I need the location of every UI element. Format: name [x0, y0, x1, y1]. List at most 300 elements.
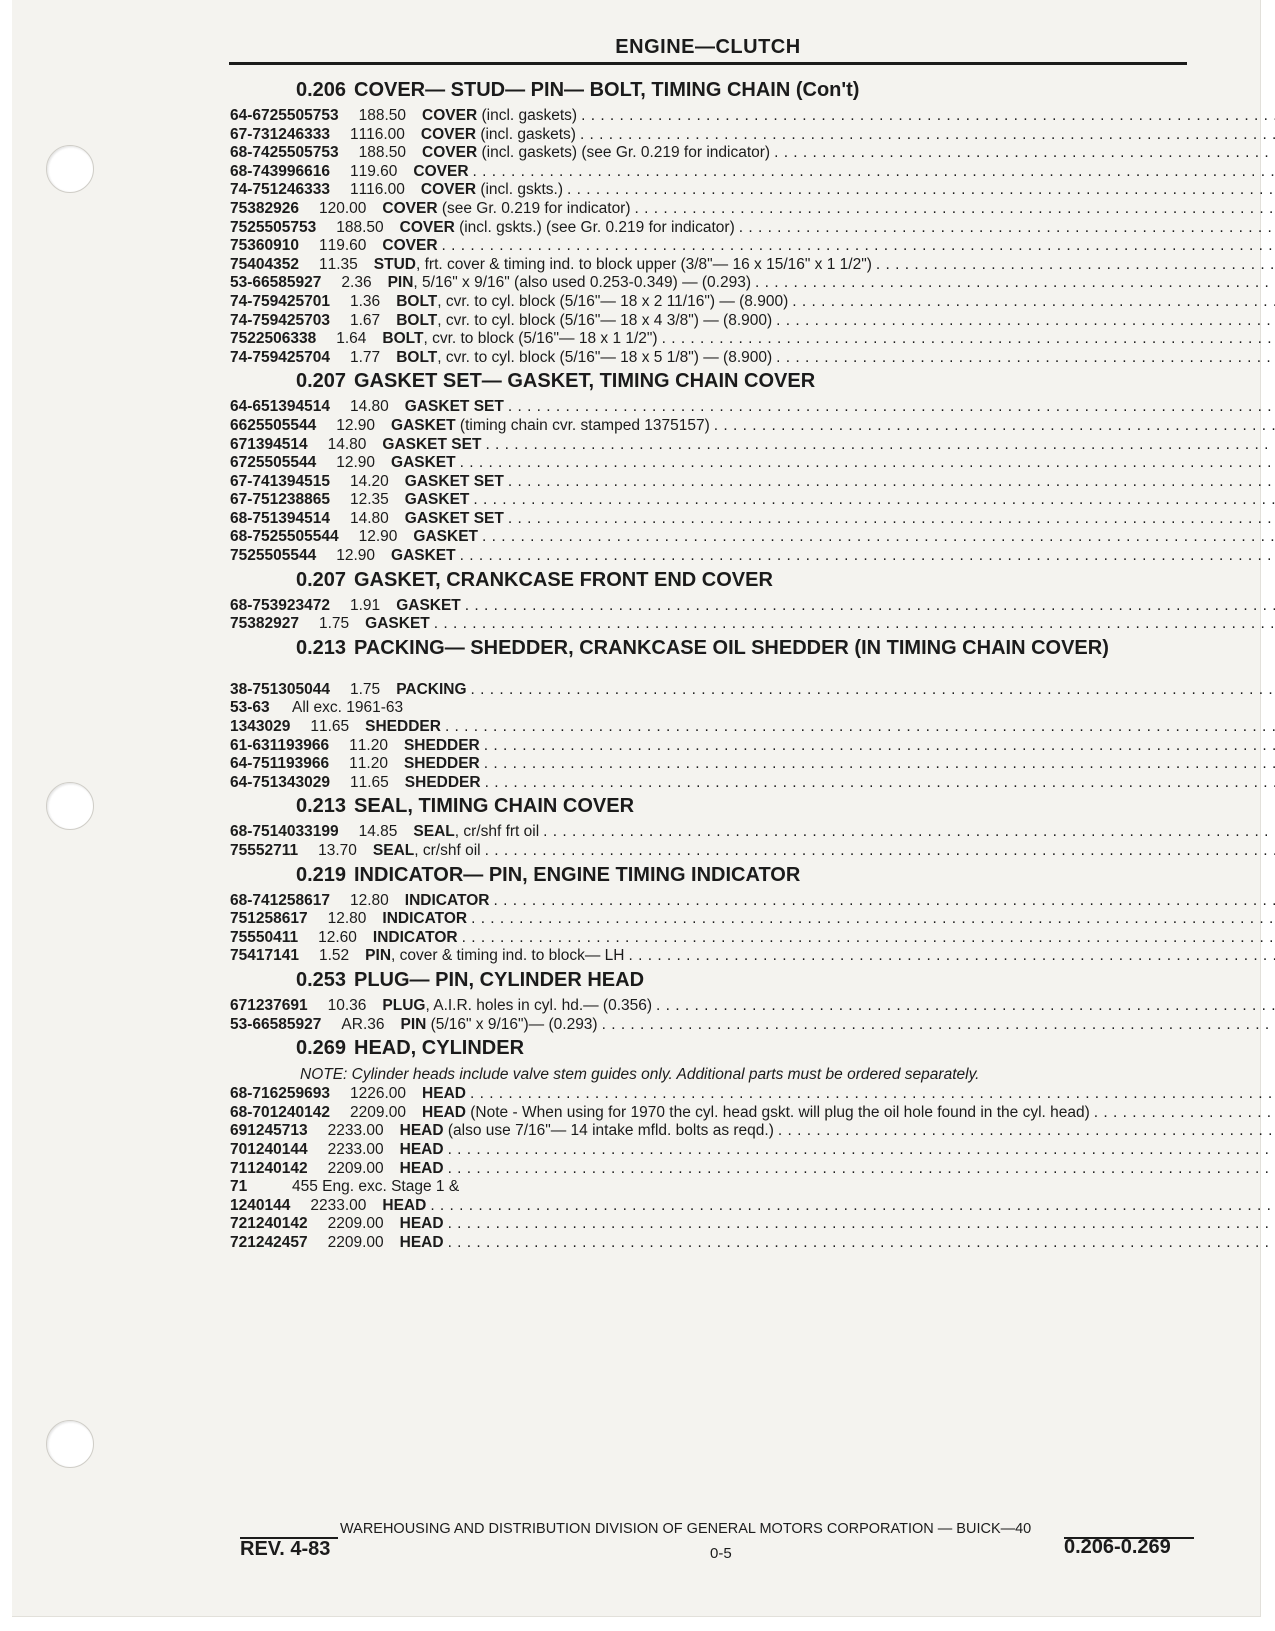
model-years: 68-75: [230, 528, 270, 546]
section-title: GASKET, CRANKCASE FRONT END COVER: [354, 568, 773, 591]
description: [349, 615, 1275, 634]
part-number: 14033199: [269, 823, 339, 841]
description-text: [422, 1085, 466, 1104]
list-price: 209.00: [336, 1159, 384, 1177]
description: [349, 718, 1275, 737]
part-name: GASKET: [396, 596, 461, 614]
parts-listing: [230, 76, 1192, 1253]
dot-leader: [485, 774, 1275, 793]
part-detail: , cvr. to cyl. block (5/16"— 18 x 2 11/16") — (8.900): [437, 292, 789, 310]
description: [357, 929, 1275, 948]
part-detail: (also use 7/16"— 14 intake mfld. bolts as reqd.): [443, 1122, 774, 1140]
model-years: 69: [230, 1122, 248, 1140]
list-price: 2.80: [336, 910, 367, 928]
list-price: 226.00: [358, 1085, 407, 1103]
part-row: [230, 1085, 1192, 1104]
description-line: [422, 144, 1275, 163]
quantity: 1: [358, 144, 368, 162]
quantity: 2: [327, 1233, 337, 1251]
part-name: HEAD: [399, 1122, 444, 1140]
list-price: 209.00: [336, 1215, 384, 1233]
description-line: [396, 293, 1275, 312]
part-number: [554, 1178, 674, 1197]
part-number: 25505753: [269, 144, 339, 162]
description-line: [382, 436, 1275, 455]
part-name: COVER: [422, 107, 478, 124]
section-title: PLUG— PIN, CYLINDER HEAD: [354, 968, 645, 991]
description-text: [421, 181, 563, 200]
part-row: [230, 293, 1192, 312]
part-row: [230, 144, 1192, 163]
part-number: 9425704: [269, 348, 330, 366]
quantity: 1: [349, 755, 358, 773]
quantity: 1: [350, 181, 359, 199]
part-detail: (Note - When using for 1970 the cyl. head gskt. will plug the oil hole found in the cyl. head): [465, 1103, 1090, 1121]
part-number: 552711: [247, 842, 299, 859]
part-number: 585927: [269, 274, 322, 292]
description-line: [400, 1122, 1275, 1141]
part-number: 25505753: [269, 107, 339, 124]
revision-date: REV. 4-83: [240, 1538, 331, 1560]
part-number: 1245713: [247, 1122, 308, 1140]
application-text: 455 Eng. exc. Stage 1 &: [292, 1178, 460, 1196]
part-row: [230, 997, 1192, 1016]
description-text: [382, 237, 437, 256]
model-years: 74-75: [230, 181, 270, 199]
part-row: [230, 398, 1192, 417]
part-name: GASKET SET: [404, 472, 504, 490]
description: [405, 126, 1275, 145]
description-text: [365, 947, 624, 966]
part-number: 1394514: [269, 398, 330, 416]
part-name: INDICATOR: [382, 910, 468, 928]
dot-leader: [778, 1122, 1275, 1141]
model-years: 75: [230, 842, 248, 859]
quantity: 1: [358, 528, 368, 546]
list-price: 1.65: [358, 773, 389, 791]
list-price: 4.85: [367, 823, 398, 841]
quantity: 1: [318, 928, 327, 946]
list-price: .67: [358, 311, 381, 329]
part-row: [230, 718, 1192, 737]
model-years: 68-74: [230, 162, 270, 180]
description: [384, 1160, 1275, 1179]
part-detail: , frt. cover & timing ind. to block upper (3/8"— 16 x 15/16" x 1 1/2"): [415, 255, 872, 273]
part-name: GASKET: [391, 416, 456, 434]
description-line: [413, 823, 1275, 842]
quantity: 2: [327, 1159, 337, 1177]
list-price: .77: [358, 348, 381, 366]
part-name: HEAD: [382, 1196, 427, 1214]
part-row: [230, 330, 1192, 349]
part-number: 25505753: [247, 218, 317, 236]
part-number: [554, 699, 674, 718]
quantity: 1: [336, 416, 345, 434]
description: [366, 910, 1275, 929]
part-name: COVER: [413, 162, 469, 180]
list-price: [720, 699, 808, 718]
dot-leader: [485, 436, 1275, 455]
part-row: [230, 774, 1192, 793]
description: [375, 547, 1275, 566]
description-line: [422, 1104, 1275, 1123]
description: [380, 597, 1275, 616]
list-price: 1.20: [357, 755, 388, 773]
part-name: COVER: [420, 125, 477, 143]
part-name: HEAD: [399, 1159, 444, 1177]
description-line: [400, 1141, 1275, 1160]
description-line: [421, 126, 1275, 145]
description-text: [405, 491, 470, 510]
list-price: 88.50: [367, 107, 407, 124]
model-years: 67: [230, 454, 248, 472]
dot-leader: [755, 274, 1275, 293]
section-number: 0.213: [296, 795, 347, 818]
description-text: [396, 597, 461, 616]
section-header: [230, 569, 1192, 597]
quantity: 1: [350, 311, 359, 329]
description-line: [404, 737, 1275, 756]
section-header: [230, 637, 1192, 681]
dot-leader: [448, 1141, 1275, 1160]
list-price: .52: [327, 947, 350, 965]
part-detail: , 5/16" x 9/16" (also used 0.253-0.349) — (0.293): [413, 274, 751, 292]
list-price: 4.80: [336, 435, 367, 453]
description: [380, 349, 1275, 368]
section-header: [230, 795, 1192, 823]
description: [366, 997, 1275, 1016]
list-price: 233.00: [318, 1196, 367, 1214]
description: [808, 699, 1192, 718]
section-header: [230, 79, 1192, 107]
dot-leader: [662, 330, 1275, 349]
model-years: 38-75: [230, 680, 270, 698]
part-row: [230, 1178, 1192, 1197]
part-row: [230, 312, 1192, 331]
part-name: GASKET: [391, 547, 456, 565]
part-detail: (incl. gaskets): [476, 125, 576, 143]
part-number: 1193966: [269, 755, 330, 773]
list-price: .75: [358, 680, 381, 698]
list-price: 2.90: [344, 416, 376, 434]
dot-leader: [656, 997, 1275, 1016]
description-text: [405, 774, 481, 793]
model-years: 67-73: [230, 125, 270, 143]
description-line: [422, 107, 1275, 126]
description-line: [391, 547, 1275, 566]
dot-leader: [465, 597, 1275, 616]
quantity: 1: [318, 947, 328, 965]
description-text: [413, 163, 468, 182]
description-line: [405, 892, 1275, 911]
section-number: 0.206: [296, 79, 347, 101]
model-years: 61-63: [230, 736, 270, 754]
list-price: [720, 1178, 808, 1197]
group-range: 0.206-0.269: [1064, 1536, 1171, 1558]
section-note: NOTE: Cylinder heads include valve stem guides only. Additional parts must be ordered separately.: [300, 1066, 980, 1084]
description: [389, 491, 1275, 510]
list-price: 88.50: [367, 144, 407, 162]
part-number: 1240142: [269, 1103, 330, 1121]
part-name: SHEDDER: [403, 755, 480, 773]
part-number: 25505544: [247, 547, 317, 565]
part-row: [230, 274, 1192, 293]
model-years: 68-71: [230, 1085, 270, 1103]
quantity: 1: [350, 891, 359, 909]
description-line: [405, 491, 1275, 510]
part-row: [230, 681, 1192, 700]
description-text: [382, 200, 630, 219]
model-years: 64-75: [230, 755, 270, 773]
model-years: 64-75: [230, 773, 270, 791]
part-row: [230, 491, 1192, 510]
description-text: [405, 892, 490, 911]
part-number: 382927: [247, 615, 299, 633]
description: [380, 312, 1275, 331]
dot-leader: [508, 473, 1275, 492]
list-price: .36: [350, 274, 372, 292]
description: [366, 237, 1275, 256]
description-text: [405, 510, 504, 529]
part-row: [230, 107, 1192, 126]
description-line: [382, 1197, 1275, 1216]
dot-leader: [1094, 1104, 1275, 1123]
description-line: [373, 842, 1275, 861]
part-detail: (incl. gaskets): [477, 107, 578, 124]
part-row: [230, 181, 1192, 200]
quantity: 2: [327, 1140, 337, 1158]
dot-leader: [484, 755, 1275, 774]
part-detail: (incl. gaskets) (see Gr. 0.219 for indicator): [477, 144, 771, 162]
quantity: 1: [327, 435, 337, 453]
description: [388, 737, 1275, 756]
description-text: [365, 615, 430, 634]
description: [357, 842, 1275, 861]
application: [292, 1178, 554, 1197]
section-number: 0.213: [296, 636, 347, 659]
description: [389, 510, 1275, 529]
dot-leader: [508, 398, 1275, 417]
model-years: 68-75: [230, 596, 270, 614]
description-text: [400, 1160, 444, 1179]
model-years: 74-75: [230, 348, 270, 366]
description: [384, 1234, 1275, 1253]
part-name: BOLT: [396, 311, 438, 329]
description-line: [422, 1085, 1275, 1104]
part-number: 1240142: [247, 1159, 308, 1177]
dot-leader: [470, 1085, 1275, 1104]
list-price: 209.00: [358, 1103, 407, 1121]
description: [406, 107, 1275, 126]
part-name: GASKET SET: [382, 435, 482, 453]
part-row: [230, 349, 1192, 368]
model-years: 68-75: [230, 509, 270, 527]
description-line: [382, 997, 1275, 1016]
description-text: [374, 256, 872, 275]
description: [384, 219, 1275, 238]
quantity: 2: [327, 1215, 337, 1233]
list-price: .91: [358, 596, 381, 614]
description-line: [413, 528, 1275, 547]
list-price: 233.00: [336, 1122, 384, 1140]
quantity: 1: [349, 736, 358, 754]
part-name: STUD: [373, 255, 416, 273]
section-title: COVER— STUD— PIN— BOLT, TIMING CHAIN (Con't): [354, 79, 860, 101]
quantity: 1: [350, 398, 359, 416]
part-name: PIN: [387, 274, 414, 292]
part-row: [230, 1215, 1192, 1234]
part-row: [230, 892, 1192, 911]
quantity: 1: [350, 472, 359, 490]
dot-leader: [776, 312, 1275, 331]
description-line: [382, 330, 1275, 349]
quantity: 1: [350, 1085, 359, 1103]
quantity: 2: [327, 1122, 337, 1140]
dot-leader: [635, 200, 1275, 219]
part-number: 1343029: [269, 773, 330, 791]
description-text: [388, 274, 751, 293]
list-price: 2.90: [344, 547, 376, 565]
description-line: [413, 163, 1275, 182]
list-price: 2.90: [367, 528, 398, 546]
part-number: 1237691: [247, 996, 308, 1014]
binder-hole: [46, 782, 94, 830]
part-row: [230, 1197, 1192, 1216]
quantity: 2: [310, 1196, 319, 1214]
description-text: [400, 1141, 444, 1160]
model-years: 64-65: [230, 398, 270, 416]
description-line: [405, 398, 1275, 417]
dot-leader: [628, 947, 1275, 966]
binder-hole: [46, 1420, 94, 1468]
list-price: 209.00: [336, 1233, 384, 1251]
part-name: COVER: [382, 237, 438, 255]
part-row: [230, 547, 1192, 566]
description-line: [400, 1234, 1275, 1253]
dot-leader: [774, 144, 1275, 163]
dot-leader: [445, 718, 1275, 737]
section-number: 0.253: [296, 968, 347, 991]
description-text: [413, 528, 478, 547]
description-text: [391, 454, 456, 473]
description-text: [404, 737, 480, 756]
description-text: [365, 718, 441, 737]
dot-leader: [473, 491, 1275, 510]
description: [385, 1016, 1275, 1035]
dot-leader: [580, 126, 1275, 145]
header-rule: [229, 62, 1187, 65]
list-price: 1.65: [318, 718, 350, 736]
quantity: 1: [350, 348, 359, 366]
part-number: 1193966: [269, 736, 330, 754]
application: [292, 699, 554, 718]
dot-leader: [567, 181, 1275, 200]
quantity: 1: [318, 842, 327, 859]
list-price: 2.80: [358, 891, 389, 909]
list-price: 116.00: [358, 125, 405, 143]
description-text: [422, 1104, 1090, 1123]
page-number: 0-5: [710, 1545, 732, 1562]
part-detail: (incl. gskts.): [476, 181, 563, 199]
part-number: 9425703: [269, 311, 330, 329]
part-row: [230, 947, 1192, 966]
section-header: [230, 864, 1192, 892]
description: [397, 163, 1275, 182]
description: [366, 1197, 1275, 1216]
part-detail: , cr/shf frt oil: [454, 823, 540, 841]
quantity: 2: [341, 274, 351, 292]
description-line: [382, 910, 1275, 929]
part-detail: , cvr. to cyl. block (5/16"— 18 x 5 1/8") — (8.900): [437, 348, 773, 366]
section-number: 0.207: [296, 568, 347, 591]
part-row: [230, 417, 1192, 436]
part-number: 6259693: [269, 1085, 330, 1103]
part-number: 9425701: [269, 292, 330, 310]
part-detail: (see Gr. 0.219 for indicator): [437, 199, 631, 217]
model-years: 53-63: [230, 699, 270, 717]
quantity: 10: [327, 996, 345, 1014]
model-years: 75: [230, 330, 248, 348]
model-years: 75: [230, 928, 248, 946]
part-name: GASKET: [404, 491, 470, 509]
dot-leader: [792, 293, 1275, 312]
description-text: [396, 349, 772, 368]
part-row: [230, 910, 1192, 929]
model-years: 74-75: [230, 292, 270, 310]
part-detail: , cr/shf oil: [414, 842, 481, 859]
list-price: .36: [344, 996, 367, 1014]
part-row: [230, 510, 1192, 529]
part-name: COVER: [422, 144, 478, 162]
description-text: [396, 312, 772, 331]
description-text: [400, 219, 735, 238]
quantity: 1: [327, 910, 337, 928]
dot-leader: [434, 615, 1275, 634]
page-header: ENGINE—CLUTCH: [615, 36, 801, 58]
model-years: 75: [230, 547, 248, 565]
part-name: SHEDDER: [404, 773, 481, 791]
description: [389, 398, 1275, 417]
model-years: 67-74: [230, 472, 270, 490]
list-price: 4.80: [358, 509, 389, 527]
description-line: [396, 597, 1275, 616]
model-years: 67: [230, 996, 248, 1014]
description: [366, 330, 1275, 349]
section-number: 0.269: [296, 1037, 347, 1060]
part-name: COVER: [382, 199, 438, 217]
description-line: [382, 200, 1275, 219]
description-text: [400, 1234, 444, 1253]
part-name: PACKING: [396, 680, 467, 698]
part-number: 550411: [247, 928, 299, 946]
part-name: HEAD: [399, 1140, 444, 1158]
description-line: [373, 929, 1275, 948]
model-years: 72: [230, 1215, 248, 1233]
part-number: 1246333: [269, 125, 330, 143]
part-number: 360910: [247, 237, 299, 255]
model-years: 75: [230, 199, 248, 217]
part-name: PIN: [365, 947, 392, 965]
part-detail: , cvr. to cyl. block (5/16"— 18 x 4 3/8") — (8.900): [437, 311, 773, 329]
description-text: [382, 330, 657, 349]
description-line: [400, 1215, 1275, 1234]
part-name: HEAD: [399, 1233, 444, 1251]
part-number: 1394514: [269, 509, 330, 527]
dot-leader: [508, 510, 1275, 529]
part-number: 22506338: [247, 330, 317, 348]
part-detail: (incl. gskts.) (see Gr. 0.219 for indicator): [454, 218, 735, 236]
description-text: [400, 1215, 444, 1234]
